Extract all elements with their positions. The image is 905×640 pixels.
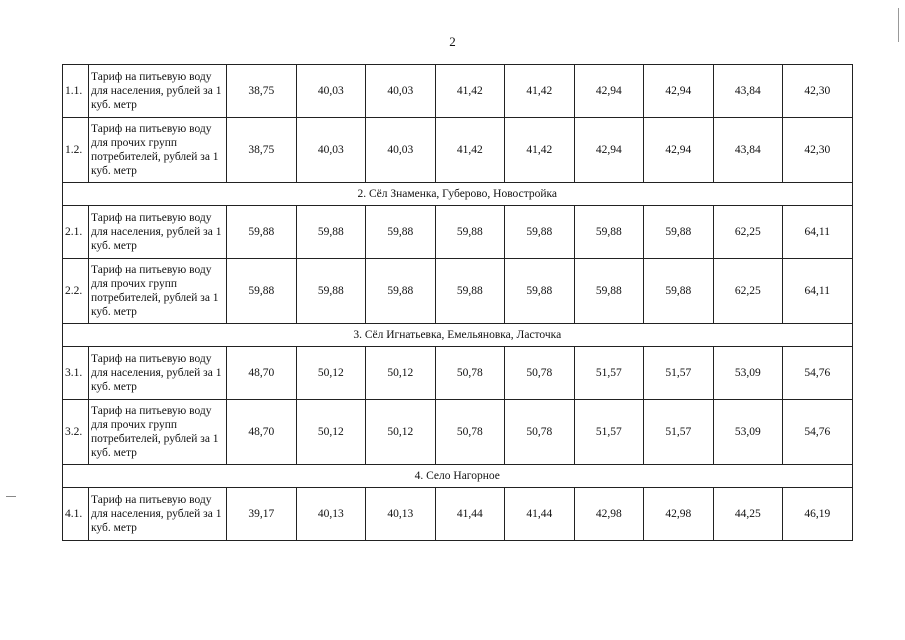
tariff-value-cell: 59,88 [366,259,436,324]
tariff-value-cell: 41,42 [435,118,505,183]
tariff-table-body [63,65,853,541]
tariff-value-cell: 41,44 [505,488,575,541]
row-description: Тариф на питьевую воду для прочих групп потребителей, рублей за 1 куб. метр [89,400,227,465]
table-row [63,400,853,465]
tariff-value-cell: 50,12 [296,400,366,465]
tariff-value-cell: 51,57 [644,347,714,400]
tariff-value-cell: 59,88 [366,206,436,259]
tariff-value-cell: 40,03 [366,118,436,183]
tariff-value-cell: 59,88 [574,206,644,259]
tariff-value-cell: 59,88 [574,259,644,324]
tariff-value-cell: 38,75 [227,65,297,118]
table-row [63,206,853,259]
row-description: Тариф на питьевую воду для прочих групп потребителей, рублей за 1 куб. метр [89,118,227,183]
tariff-value-cell: 59,88 [296,259,366,324]
row-number: 1.2. [63,118,89,183]
section-title: 3. Сёл Игнатьевка, Емельяновка, Ласточка [63,324,853,347]
row-description: Тариф на питьевую воду для населения, рублей за 1 куб. метр [89,488,227,541]
row-description: Тариф на питьевую воду для прочих групп потребителей, рублей за 1 куб. метр [89,259,227,324]
tariff-value-cell: 46,19 [783,488,853,541]
tariff-value-cell: 54,76 [783,347,853,400]
row-description: Тариф на питьевую воду для населения, рублей за 1 куб. метр [89,347,227,400]
section-title: 4. Село Нагорное [63,465,853,488]
tariff-value-cell: 42,94 [574,65,644,118]
tariff-value-cell: 51,57 [574,347,644,400]
tariff-value-cell: 50,12 [366,400,436,465]
tariff-value-cell: 42,98 [644,488,714,541]
page-number: 2 [449,34,456,49]
tariff-value-cell: 50,78 [505,400,575,465]
section-header-row [63,183,853,206]
tariff-value-cell: 54,76 [783,400,853,465]
tariff-value-cell: 51,57 [574,400,644,465]
tariff-value-cell: 59,88 [227,206,297,259]
tariff-value-cell: 59,88 [505,259,575,324]
tariff-value-cell: 40,03 [366,65,436,118]
table-row [63,488,853,541]
tariff-value-cell: 59,88 [644,206,714,259]
table-row [63,65,853,118]
tariff-value-cell: 59,88 [296,206,366,259]
tariff-value-cell: 62,25 [713,206,783,259]
tariff-value-cell: 50,78 [435,347,505,400]
tariff-value-cell: 42,94 [574,118,644,183]
tariff-value-cell: 59,88 [227,259,297,324]
row-description: Тариф на питьевую воду для населения, рублей за 1 куб. метр [89,206,227,259]
tariff-value-cell: 44,25 [713,488,783,541]
tariff-value-cell: 41,44 [435,488,505,541]
table-row [63,347,853,400]
tariff-value-cell: 53,09 [713,347,783,400]
tariff-value-cell: 59,88 [644,259,714,324]
tariff-value-cell: 53,09 [713,400,783,465]
tariff-value-cell: 42,98 [574,488,644,541]
tariff-value-cell: 42,94 [644,118,714,183]
tariff-value-cell: 59,88 [435,259,505,324]
table-row [63,118,853,183]
row-description: Тариф на питьевую воду для населения, рублей за 1 куб. метр [89,65,227,118]
tariff-value-cell: 39,17 [227,488,297,541]
tariff-value-cell: 41,42 [435,65,505,118]
tariff-value-cell: 62,25 [713,259,783,324]
tariff-value-cell: 50,78 [505,347,575,400]
tariff-table [62,64,853,541]
tariff-value-cell: 41,42 [505,65,575,118]
tariff-value-cell: 64,11 [783,259,853,324]
margin-mark [6,496,16,497]
tariff-value-cell: 48,70 [227,400,297,465]
tariff-value-cell: 43,84 [713,118,783,183]
section-title: 2. Сёл Знаменка, Губерово, Новостройка [63,183,853,206]
tariff-value-cell: 40,13 [296,488,366,541]
row-number: 3.2. [63,400,89,465]
tariff-value-cell: 59,88 [435,206,505,259]
section-header-row [63,465,853,488]
tariff-value-cell: 43,84 [713,65,783,118]
tariff-value-cell: 51,57 [644,400,714,465]
row-number: 2.2. [63,259,89,324]
tariff-value-cell: 40,13 [366,488,436,541]
tariff-value-cell: 64,11 [783,206,853,259]
tariff-value-cell: 50,78 [435,400,505,465]
tariff-value-cell: 38,75 [227,118,297,183]
table-row [63,259,853,324]
tariff-value-cell: 42,30 [783,65,853,118]
row-number: 1.1. [63,65,89,118]
tariff-value-cell: 42,30 [783,118,853,183]
tariff-value-cell: 42,94 [644,65,714,118]
tariff-value-cell: 50,12 [296,347,366,400]
tariff-value-cell: 41,42 [505,118,575,183]
row-number: 4.1. [63,488,89,541]
row-number: 3.1. [63,347,89,400]
row-number: 2.1. [63,206,89,259]
section-header-row [63,324,853,347]
tariff-value-cell: 40,03 [296,118,366,183]
tariff-value-cell: 48,70 [227,347,297,400]
tariff-value-cell: 50,12 [366,347,436,400]
tariff-value-cell: 40,03 [296,65,366,118]
tariff-value-cell: 59,88 [505,206,575,259]
